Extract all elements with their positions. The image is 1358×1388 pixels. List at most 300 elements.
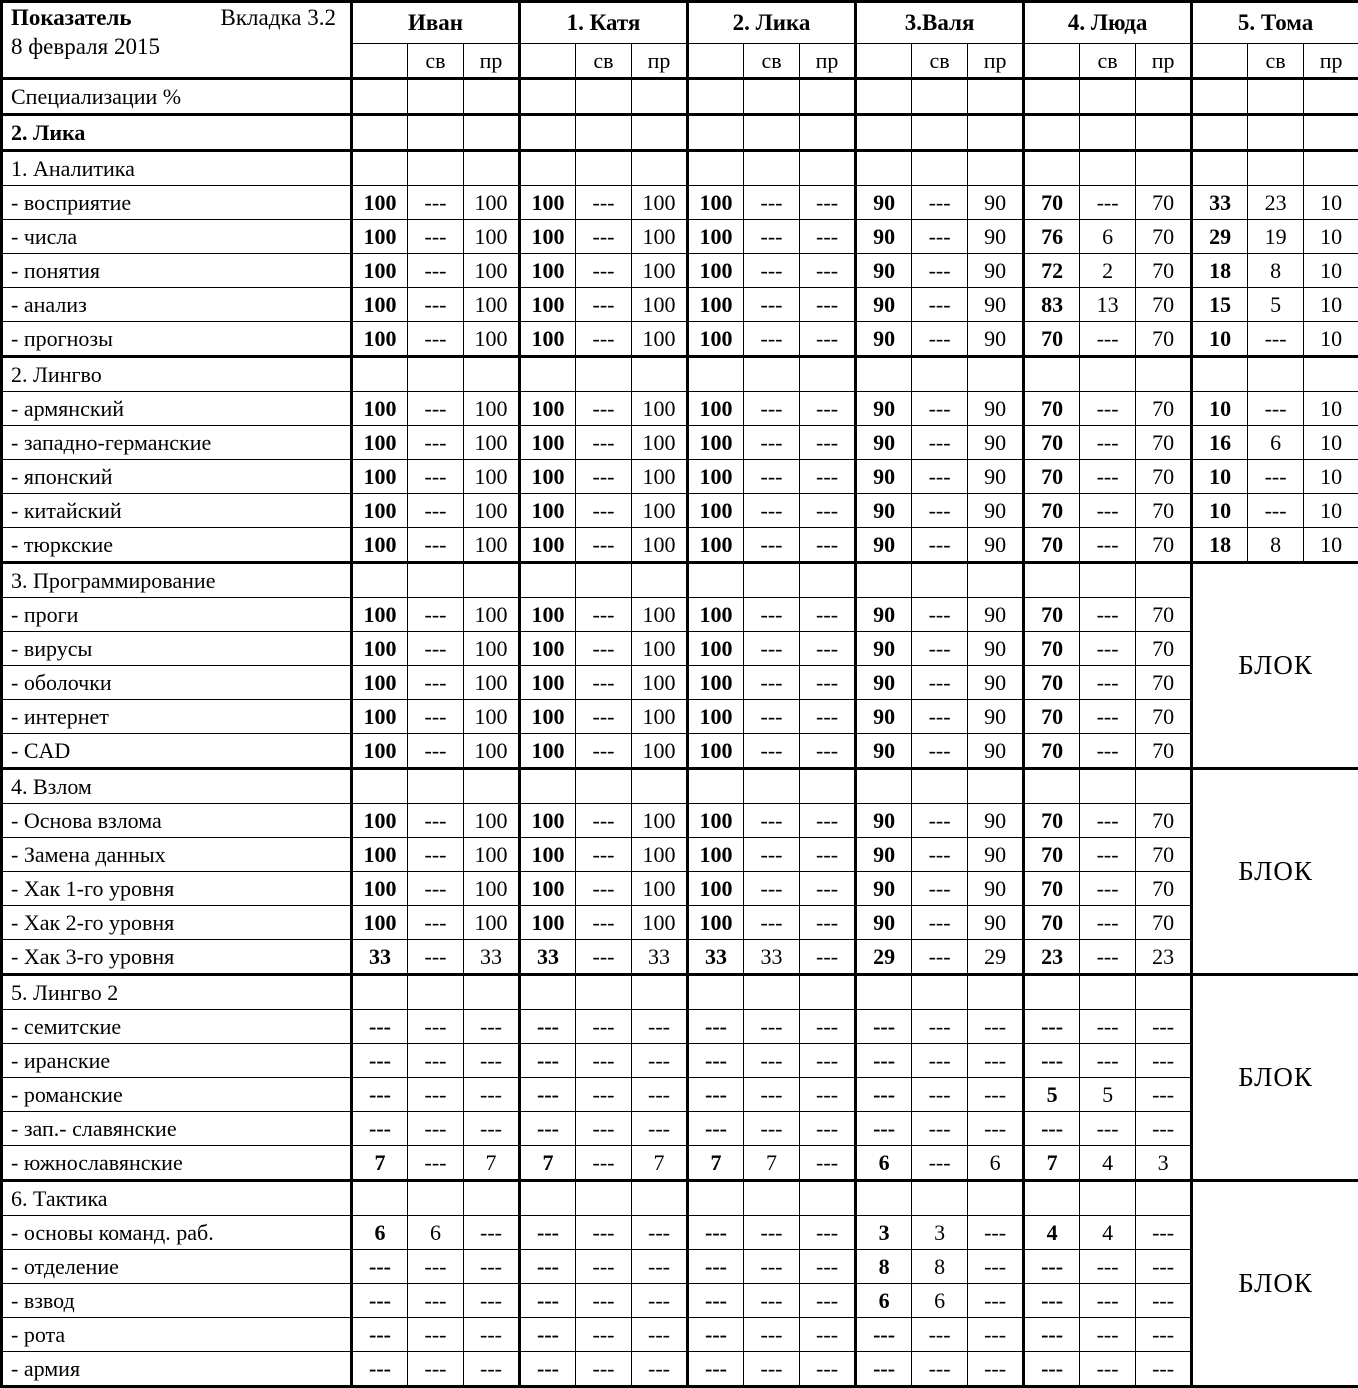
indicator-title: Показатель [11,5,132,31]
value-cell: 6 [408,1216,464,1250]
subcolumn-header-sv: св [1248,44,1304,79]
empty-cell [464,1181,520,1216]
value-cell: --- [1248,460,1304,494]
value-cell: 100 [520,254,576,288]
value-cell: --- [912,528,968,563]
value-cell: 90 [968,186,1024,220]
value-cell: --- [408,426,464,460]
row-label: - тюркские [2,528,352,563]
empty-cell [744,975,800,1010]
value-cell: 100 [464,838,520,872]
empty-cell [744,357,800,392]
empty-cell [744,563,800,598]
subcolumn-header-pr: пр [800,44,856,79]
value-cell: --- [912,254,968,288]
value-cell: 100 [688,186,744,220]
section-title: 2. Лингво [2,357,352,392]
value-cell: --- [1080,1010,1136,1044]
empty-cell [520,563,576,598]
value-cell: 100 [352,494,408,528]
value-cell: 90 [968,734,1024,769]
value-cell: --- [688,1010,744,1044]
value-cell: --- [1080,494,1136,528]
empty-cell [632,115,688,151]
value-cell: --- [576,392,632,426]
value-cell: 100 [688,666,744,700]
value-cell: --- [464,1010,520,1044]
value-cell: --- [464,1078,520,1112]
value-cell: 90 [856,392,912,426]
value-cell: 70 [1024,494,1080,528]
value-cell: --- [520,1284,576,1318]
value-cell: 70 [1024,906,1080,940]
value-cell: 33 [464,940,520,975]
value-cell: 7 [1024,1146,1080,1181]
value-cell: 100 [632,906,688,940]
data-row [2,632,1358,666]
value-cell: 90 [968,426,1024,460]
value-cell: 100 [688,804,744,838]
empty-cell [352,79,408,115]
empty-cell [1024,115,1080,151]
empty-cell [744,1181,800,1216]
value-cell: 15 [1192,288,1248,322]
value-cell: --- [632,1010,688,1044]
empty-cell [632,1181,688,1216]
person-header-row [2,2,1358,44]
data-row [2,186,1358,220]
value-cell: 100 [464,186,520,220]
empty-cell [688,115,744,151]
section-header-row [2,769,1358,804]
empty-cell [464,975,520,1010]
value-cell: 70 [1024,598,1080,632]
section-header-row [2,975,1358,1010]
value-cell: 3 [1136,1146,1192,1181]
empty-cell [464,357,520,392]
empty-cell [688,79,744,115]
table-body [2,79,1358,1387]
value-cell: 90 [856,700,912,734]
value-cell: --- [800,598,856,632]
value-cell: 100 [520,288,576,322]
value-cell: 70 [1024,632,1080,666]
value-cell: --- [408,220,464,254]
value-cell: --- [576,288,632,322]
value-cell: --- [1248,494,1304,528]
value-cell: --- [520,1250,576,1284]
value-cell: 90 [856,632,912,666]
subcolumn-header-sv: св [576,44,632,79]
value-cell: 70 [1136,254,1192,288]
section-title: 6. Тактика [2,1181,352,1216]
value-cell: --- [408,940,464,975]
subcolumn-header-main [352,44,408,79]
value-cell: 7 [744,1146,800,1181]
value-cell: --- [576,1250,632,1284]
value-cell: --- [352,1318,408,1352]
empty-cell [1080,79,1136,115]
value-cell: --- [800,460,856,494]
value-cell: 70 [1024,426,1080,460]
subcolumn-header-pr: пр [1136,44,1192,79]
value-cell: 100 [352,460,408,494]
value-cell: 10 [1192,392,1248,426]
value-cell: --- [800,1250,856,1284]
empty-cell [1192,115,1248,151]
value-cell: --- [576,460,632,494]
value-cell: 100 [632,254,688,288]
data-row [2,906,1358,940]
value-cell: 90 [968,254,1024,288]
empty-cell [1304,79,1358,115]
value-cell: 8 [1248,528,1304,563]
empty-cell [520,357,576,392]
value-cell: --- [408,906,464,940]
value-cell: 90 [968,906,1024,940]
empty-cell [632,769,688,804]
empty-cell [1136,357,1192,392]
value-cell: 100 [464,322,520,357]
value-cell: --- [800,700,856,734]
value-cell: --- [352,1044,408,1078]
empty-cell [1136,769,1192,804]
value-cell: --- [576,632,632,666]
value-cell: --- [352,1010,408,1044]
row-label: - романские [2,1078,352,1112]
value-cell: 70 [1136,426,1192,460]
blocked-cell: БЛОК [1192,769,1358,975]
empty-cell [912,563,968,598]
value-cell: --- [912,940,968,975]
value-cell: 90 [968,632,1024,666]
empty-cell [1080,1181,1136,1216]
row-label: - иранские [2,1044,352,1078]
value-cell: --- [576,1216,632,1250]
empty-cell [1080,357,1136,392]
value-cell: 100 [632,666,688,700]
data-row [2,700,1358,734]
value-cell: 100 [464,666,520,700]
value-cell: 100 [464,288,520,322]
value-cell: --- [688,1284,744,1318]
data-row [2,1318,1358,1352]
value-cell: 10 [1304,460,1358,494]
value-cell: 100 [688,872,744,906]
value-cell: 70 [1136,734,1192,769]
value-cell: --- [912,734,968,769]
empty-cell [856,1181,912,1216]
empty-cell [744,151,800,186]
value-cell: --- [744,1112,800,1146]
value-cell: --- [632,1318,688,1352]
row-label: - Замена данных [2,838,352,872]
value-cell: 100 [352,804,408,838]
empty-cell [632,563,688,598]
empty-cell [912,151,968,186]
row-label: - западно-германские [2,426,352,460]
empty-cell [1304,151,1358,186]
value-cell: --- [800,1044,856,1078]
value-cell: 100 [464,392,520,426]
empty-cell [968,769,1024,804]
value-cell: 18 [1192,528,1248,563]
data-row [2,1112,1358,1146]
row-label: - армия [2,1352,352,1387]
value-cell: --- [408,392,464,426]
empty-cell [520,1181,576,1216]
value-cell: 10 [1192,460,1248,494]
value-cell: 8 [912,1250,968,1284]
value-cell: 100 [688,632,744,666]
value-cell: --- [744,1216,800,1250]
value-cell: --- [576,1112,632,1146]
value-cell: 70 [1136,460,1192,494]
value-cell: --- [856,1112,912,1146]
value-cell: --- [408,872,464,906]
value-cell: 7 [632,1146,688,1181]
value-cell: 23 [1136,940,1192,975]
empty-cell [408,1181,464,1216]
empty-cell [464,769,520,804]
value-cell: 100 [520,426,576,460]
data-row [2,1216,1358,1250]
empty-cell [1248,79,1304,115]
value-cell: --- [968,1112,1024,1146]
value-cell: --- [968,1216,1024,1250]
value-cell: 10 [1304,494,1358,528]
value-cell: 70 [1024,392,1080,426]
value-cell: 100 [688,322,744,357]
value-cell: --- [408,1352,464,1387]
value-cell: 90 [856,254,912,288]
empty-cell [800,151,856,186]
empty-cell [800,975,856,1010]
data-row [2,1250,1358,1284]
value-cell: --- [408,528,464,563]
empty-cell [408,357,464,392]
value-cell: 100 [632,288,688,322]
value-cell: --- [1024,1318,1080,1352]
value-cell: 7 [352,1146,408,1181]
value-cell: --- [408,322,464,357]
subcolumn-header-pr: пр [1304,44,1358,79]
value-cell: --- [520,1352,576,1387]
value-cell: --- [800,1010,856,1044]
empty-cell [632,79,688,115]
value-cell: --- [1080,1352,1136,1387]
value-cell: --- [800,872,856,906]
empty-cell [1024,1181,1080,1216]
value-cell: --- [408,254,464,288]
empty-cell [1136,975,1192,1010]
value-cell: --- [576,322,632,357]
value-cell: --- [744,494,800,528]
empty-cell [408,769,464,804]
value-cell: --- [1080,528,1136,563]
value-cell: --- [744,598,800,632]
value-cell: --- [688,1078,744,1112]
value-cell: --- [912,322,968,357]
value-cell: 100 [352,838,408,872]
value-cell: 72 [1024,254,1080,288]
value-cell: --- [968,1318,1024,1352]
value-cell: --- [576,838,632,872]
value-cell: --- [856,1044,912,1078]
subcolumn-header-main [1192,44,1248,79]
empty-cell [576,151,632,186]
empty-cell [576,769,632,804]
value-cell: --- [408,700,464,734]
row-label: - анализ [2,288,352,322]
value-cell: 10 [1304,392,1358,426]
value-cell: --- [576,1146,632,1181]
value-cell: 90 [856,322,912,357]
value-cell: --- [576,220,632,254]
value-cell: 3 [856,1216,912,1250]
value-cell: 70 [1024,700,1080,734]
value-cell: 90 [968,528,1024,563]
empty-cell [968,975,1024,1010]
value-cell: 90 [968,872,1024,906]
empty-cell [352,357,408,392]
value-cell: 29 [856,940,912,975]
data-row [2,1078,1358,1112]
value-cell: --- [576,1318,632,1352]
value-cell: 100 [352,254,408,288]
value-cell: --- [1136,1284,1192,1318]
data-row [2,1146,1358,1181]
value-cell: 2 [1080,254,1136,288]
value-cell: 100 [352,700,408,734]
value-cell: --- [912,838,968,872]
value-cell: 33 [744,940,800,975]
empty-cell [464,563,520,598]
value-cell: 100 [688,734,744,769]
value-cell: 90 [968,804,1024,838]
value-cell: --- [800,528,856,563]
value-cell: --- [408,1250,464,1284]
value-cell: 10 [1304,220,1358,254]
row-label: - японский [2,460,352,494]
value-cell: --- [912,666,968,700]
value-cell: 100 [352,872,408,906]
value-cell: --- [800,940,856,975]
value-cell: --- [408,1078,464,1112]
value-cell: 100 [632,598,688,632]
value-cell: --- [408,666,464,700]
value-cell: --- [1248,322,1304,357]
value-cell: --- [744,288,800,322]
empty-cell [912,357,968,392]
value-cell: 90 [968,838,1024,872]
value-cell: 100 [352,906,408,940]
blocked-cell: БЛОК [1192,1181,1358,1387]
empty-cell [408,975,464,1010]
value-cell: --- [1080,186,1136,220]
value-cell: --- [744,700,800,734]
value-cell: 70 [1024,838,1080,872]
row-label: - рота [2,1318,352,1352]
empty-cell [1248,357,1304,392]
value-cell: --- [576,254,632,288]
value-cell: 100 [632,700,688,734]
value-cell: 100 [520,220,576,254]
value-cell: 100 [520,666,576,700]
value-cell: 100 [352,220,408,254]
tab-label: Вкладка 3.2 [221,5,336,31]
value-cell: 5 [1080,1078,1136,1112]
value-cell: 16 [1192,426,1248,460]
value-cell: --- [912,1352,968,1387]
empty-cell [744,115,800,151]
empty-cell [856,79,912,115]
value-cell: --- [744,1044,800,1078]
value-cell: 10 [1192,494,1248,528]
empty-cell [856,769,912,804]
value-cell: --- [688,1318,744,1352]
value-cell: 100 [520,494,576,528]
value-cell: --- [1080,804,1136,838]
value-cell: 33 [1192,186,1248,220]
value-cell: 100 [520,632,576,666]
value-cell: --- [912,426,968,460]
value-cell: --- [632,1216,688,1250]
value-cell: --- [576,906,632,940]
empty-cell [800,115,856,151]
value-cell: 100 [464,254,520,288]
value-cell: --- [632,1352,688,1387]
value-cell: 7 [464,1146,520,1181]
empty-cell [912,769,968,804]
value-cell: --- [632,1078,688,1112]
blocked-cell: БЛОК [1192,975,1358,1181]
subcolumn-header-main [688,44,744,79]
value-cell: 83 [1024,288,1080,322]
value-cell: 100 [632,804,688,838]
value-cell: 100 [632,872,688,906]
value-cell: --- [352,1112,408,1146]
empty-cell [352,1181,408,1216]
value-cell: 70 [1024,804,1080,838]
section-header-row [2,357,1358,392]
value-cell: 70 [1136,494,1192,528]
value-cell: 100 [688,460,744,494]
value-cell: 100 [352,598,408,632]
empty-cell [968,151,1024,186]
value-cell: --- [576,1352,632,1387]
value-cell: --- [744,906,800,940]
value-cell: --- [352,1352,408,1387]
value-cell: --- [1080,1284,1136,1318]
value-cell: --- [1080,906,1136,940]
row-label: - Хак 2-го уровня [2,906,352,940]
value-cell: 100 [520,838,576,872]
value-cell: --- [800,220,856,254]
value-cell: --- [744,392,800,426]
value-cell: 100 [688,254,744,288]
value-cell: 100 [632,186,688,220]
empty-cell [464,79,520,115]
value-cell: 76 [1024,220,1080,254]
value-cell: --- [464,1318,520,1352]
value-cell: --- [800,254,856,288]
value-cell: 90 [968,700,1024,734]
empty-cell [744,79,800,115]
value-cell: --- [800,906,856,940]
value-cell: --- [856,1078,912,1112]
column-header-person-0: Иван [352,2,520,44]
